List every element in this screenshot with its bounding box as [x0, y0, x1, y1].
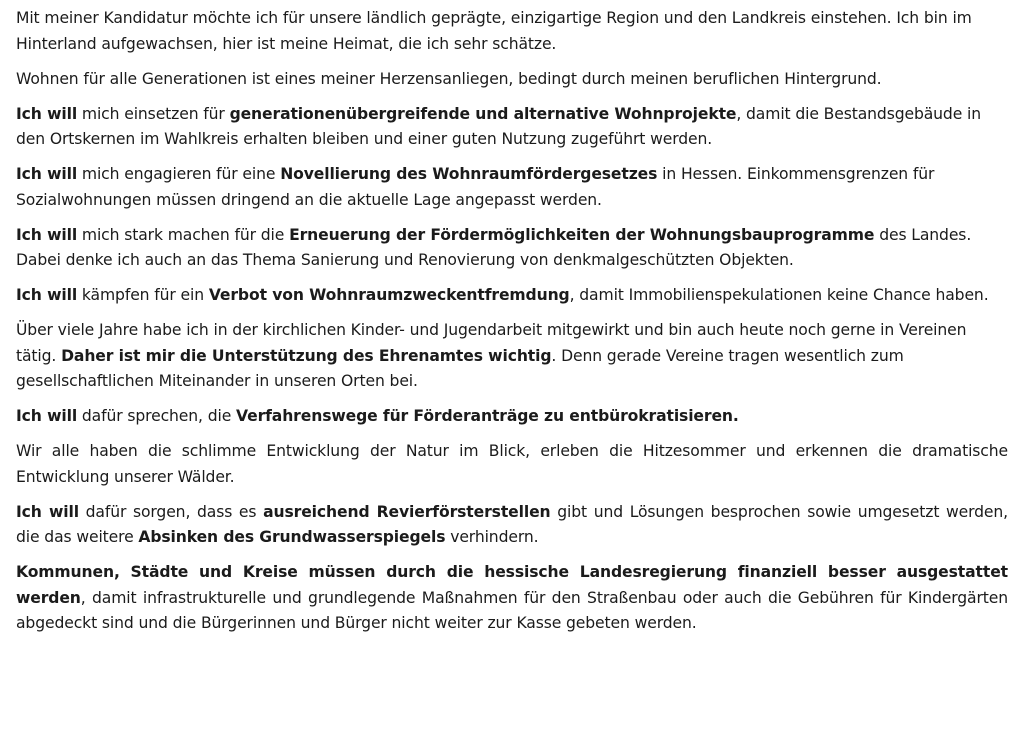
text: Wir alle haben die schlimme Entwicklung der Natur im Blick, erleben die Hitzesommer und erkennen die dramatische Entwicklung unserer Wälder.: [16, 442, 1008, 486]
text: dafür sorgen, dass es: [78, 502, 264, 521]
paragraph-ehrenamt: [16, 318, 1008, 395]
bold-text: Novellierung des Wohnraumfördergesetzes: [280, 165, 658, 183]
bold-text: Erneuerung der Fördermöglichkeiten der Wohnungsbauprogramme: [289, 225, 875, 244]
text: mich einsetzen für: [77, 104, 230, 123]
text: in Hessen. Einkommensgrenzen für Sozialwohnungen müssen dringend an die aktuelle Lage angepasst werden.: [16, 165, 935, 209]
bold-text: Ich will: [16, 225, 78, 244]
paragraph-revierfoerster: [16, 500, 1008, 551]
text: Über viele Jahre habe ich in der kirchlichen Kinder- und Jugendarbeit mitgewirkt und bin auch heute noch gerne in Vereinen tätig.: [16, 321, 967, 365]
bold-text: Ich will: [16, 165, 78, 183]
text: Mit meiner Kandidatur möchte ich für unsere ländlich geprägte, einzigartige Region und den Landkreis einstehen. Ich bin im Hinterland aufgewachsen, hier ist meine Heimat, die ich sehr schätze.: [16, 9, 972, 53]
paragraph-wohnen: [16, 67, 1008, 93]
bold-text: Ich will: [16, 502, 79, 521]
bold-text: Ich will: [16, 286, 78, 304]
bold-text: Absinken des Grundwasserspiegels: [138, 528, 446, 546]
text: dafür sprechen, die: [77, 407, 237, 425]
bold-text: ausreichend Revierförsterstellen: [263, 502, 551, 521]
bold-text: Daher ist mir die Unterstützung des Ehrenamtes wichtig: [61, 346, 552, 365]
text: des Landes. Dabei denke ich auch an das Thema Sanierung und Renovierung von denkmalgeschützten Objekten.: [16, 225, 972, 269]
paragraph-wohnprojekte: [16, 102, 1008, 153]
paragraph-novellierung: [16, 162, 1008, 213]
paragraph-verfahrenswege: [16, 404, 1008, 430]
bold-text: Verbot von Wohnraumzweckentfremdung: [208, 286, 570, 304]
text: , damit Immobilienspekulationen keine Chance haben.: [569, 286, 989, 304]
bold-text: Ich will: [16, 407, 78, 425]
paragraph-kommunen: [16, 560, 1008, 637]
text: , damit infrastrukturelle und grundlegende Maßnahmen für den Straßenbau oder auch die Gebühren für Kindergärten abgedeckt sind und die Bürgerinnen und Bürger nicht weiter zur Kasse gebeten werden.: [16, 588, 1008, 632]
text: gibt und Lösungen besprochen sowie umgesetzt werden, die das weitere: [16, 502, 1008, 546]
text: . Denn gerade Vereine tragen wesentlich zum gesellschaftlichen Miteinander in unseren Orten bei.: [16, 346, 904, 390]
body-text: [16, 6, 1008, 637]
bold-text: Ich will: [16, 104, 78, 123]
text: Wohnen für alle Generationen ist eines meiner Herzensanliegen, bedingt durch meinen beruflichen Hintergrund.: [16, 69, 882, 88]
paragraph-verbot: [16, 283, 1008, 309]
text: , damit die Bestandsgebäude in den Ortskernen im Wahlkreis erhalten bleiben und einer guten Nutzung zugeführt werden.: [16, 104, 981, 148]
text: verhindern.: [445, 528, 539, 546]
text: mich engagieren für eine: [77, 165, 281, 183]
paragraph-natur: [16, 439, 1008, 490]
text: kämpfen für ein: [77, 286, 209, 304]
bold-text: Verfahrenswege für Förderanträge zu entbürokratisieren.: [236, 407, 739, 425]
paragraph-kandidatur: [16, 6, 1008, 57]
bold-text: Kommunen, Städte und Kreise müssen durch die hessische Landesregierung finanziell besser ausgestattet werden: [16, 563, 1008, 607]
paragraph-erneuerung: [16, 223, 1008, 274]
bold-text: generationenübergreifende und alternative Wohnprojekte: [229, 104, 737, 123]
text: mich stark machen für die: [77, 225, 290, 244]
